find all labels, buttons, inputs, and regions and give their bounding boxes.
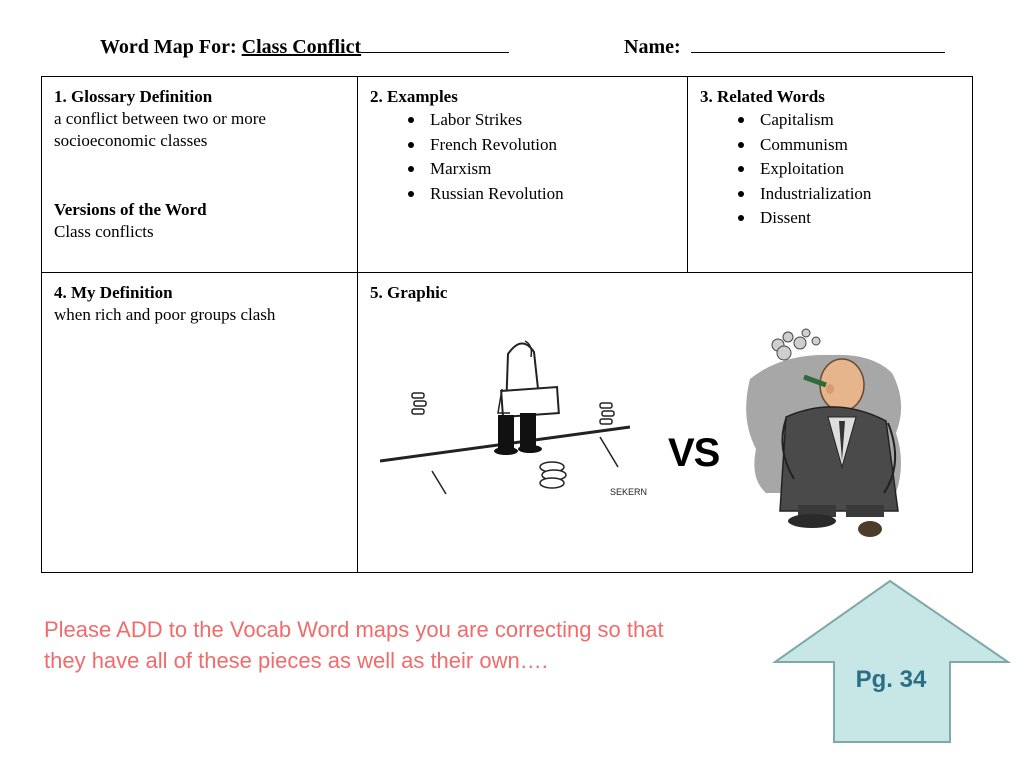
protester-cartoon-image [380,319,660,509]
list-item: Capitalism [738,108,960,133]
graphic-heading: 5. Graphic [370,283,448,302]
my-definition-heading: 4. My Definition [54,283,173,302]
list-item: Marxism [408,157,675,182]
instruction-note [44,614,784,676]
related-words-list [700,108,960,231]
glossary-text-line1: a conflict between two or more [54,109,266,128]
list-item: Dissent [738,206,960,231]
bullet-icon [738,142,744,148]
list-item: French Revolution [408,133,675,158]
versions-heading: Versions of the Word [54,200,207,219]
graphic-cell [357,272,973,573]
title-label: Word Map For: [100,36,237,58]
bullet-icon [738,117,744,123]
versus-label: VS [668,431,720,475]
name-blank-line [691,34,945,53]
wealthy-man-image [742,319,912,549]
instruction-line1: Please ADD to the Vocab Word maps you are correcting so that [44,617,664,642]
glossary-heading: 1. Glossary Definition [54,87,213,106]
bullet-icon [738,191,744,197]
related-words-cell [687,76,973,273]
topic-word: Class Conflict [241,36,362,58]
list-item: Communism [738,133,960,158]
topic-underline [361,34,509,53]
my-definition-cell [41,272,358,573]
list-item: Exploitation [738,157,960,182]
my-definition-text: when rich and poor groups clash [54,305,276,324]
bullet-icon [408,142,414,148]
examples-cell [357,76,688,273]
glossary-cell [41,76,358,273]
related-words-heading: 3. Related Words [700,87,825,106]
bullet-icon [408,117,414,123]
bullet-icon [408,166,414,172]
word-map-title [100,34,509,59]
bullet-icon [738,166,744,172]
list-item: Labor Strikes [408,108,675,133]
name-field [624,34,945,59]
name-label: Name: [624,36,681,58]
bullet-icon [408,191,414,197]
word-map-table [41,76,973,573]
page-reference-label: Pg. 34 [855,666,927,693]
up-arrow-icon [772,578,1012,746]
list-item: Industrialization [738,182,960,207]
versions-text: Class conflicts [54,222,154,241]
list-item: Russian Revolution [408,182,675,207]
examples-heading: 2. Examples [370,87,458,106]
instruction-line2: they have all of these pieces as well as their own…. [44,648,548,673]
examples-list [370,108,675,206]
glossary-text-line2: socioeconomic classes [54,131,208,150]
bullet-icon [738,215,744,221]
cartoon-signature: SEKERN [610,487,648,497]
